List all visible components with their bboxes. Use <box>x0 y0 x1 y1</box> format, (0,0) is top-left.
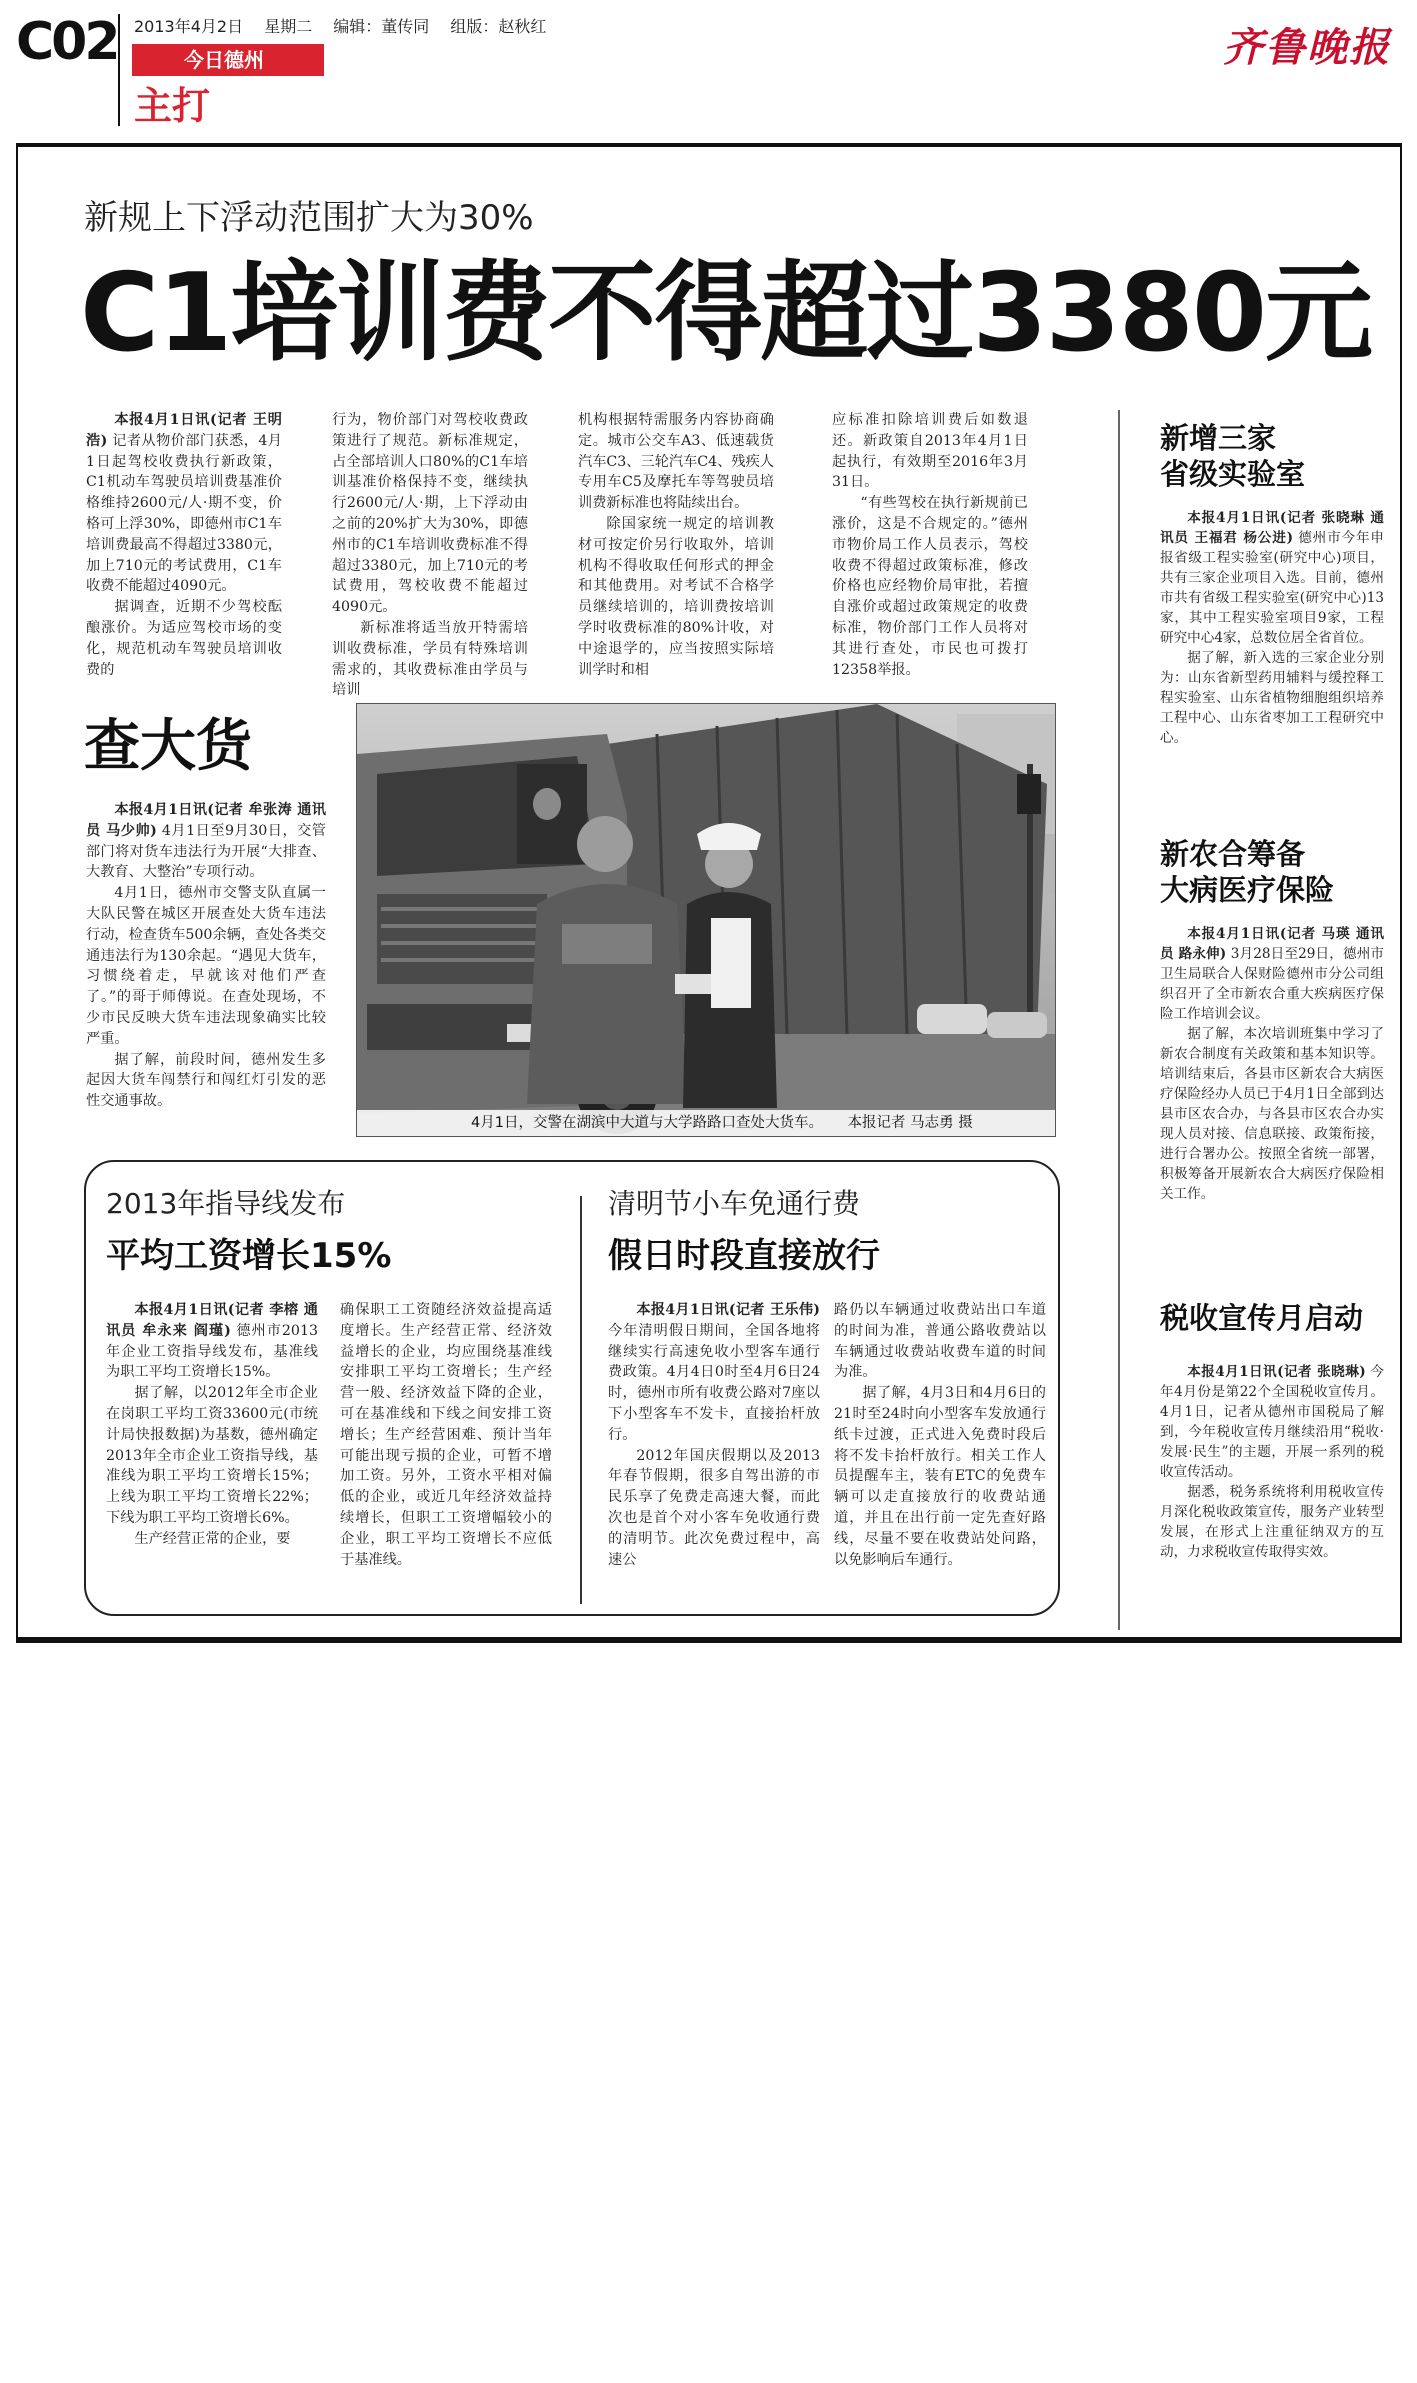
wages-title: 平均工资增长15% <box>106 1236 392 1276</box>
toll-column-2 <box>834 1300 1046 1570</box>
crackdown-title: 查大货 <box>84 714 252 779</box>
editor-credit: 编辑：董传同 <box>333 17 430 36</box>
toll-column-1 <box>608 1300 820 1570</box>
paragraph: 本报4月1日讯(记者 王明浩) 记者从物价部门获悉，4月1日起驾校收费执行新政策，C1机动车驾驶员培训费基准价格维持2600元/人·期不变，价格可上浮30%，即德州市C1车培训费最高不得超过3380元，加上710元的考试费用，C1车收费不能超过4090元。 <box>86 412 282 595</box>
sidebar-divider <box>1118 410 1120 1630</box>
lead-column-1 <box>86 410 282 680</box>
photo-caption <box>357 1110 1055 1136</box>
newspaper-logo: 齐鲁晚报 <box>1223 24 1391 71</box>
paragraph: 机构根据特需服务内容协商确定。城市公交车A3、低速载货汽车C3、三轮汽车C4、残疾人专用车C5及摩托车等驾驶员培训费新标准也将陆续出台。 <box>578 412 774 512</box>
lead-column-4 <box>832 410 1028 680</box>
paragraph: 据悉，税务系统将利用税收宣传月深化税收政策宣传，服务产业转型发展，在形式上注重征纳双方的互动，力求税收宣传取得实效。 <box>1160 1484 1384 1560</box>
paragraph: 确保职工工资随经济效益提高适度增长。生产经营正常、经济效益增长的企业，均应围绕基准线安排职工平均工资增长；生产经营一般、经济效益下降的企业，可在基准线和下线之间安排工资增长；生产经营困难、预计当年可能出现亏损的企业，可暂不增加工资。另外，工资水平相对偏低的企业，或近几年经济效益持续增长，但职工工资增幅较小的企业，职工平均工资增长不应低于基准线。 <box>340 1302 552 1568</box>
layout-credit: 组版：赵秋红 <box>450 17 547 36</box>
toll-title: 假日时段直接放行 <box>608 1236 880 1276</box>
paragraph: 本报4月1日讯(记者 马瑛 通讯员 路永伸) 3月28日至29日，德州市卫生局联合人保财险德州市分公司组织召开了全市新农合重大疾病医疗保险工作培训会议。 <box>1160 926 1385 1022</box>
paragraph: 据了解，新入选的三家企业分别为：山东省新型药用辅料与缓控释工程实验室、山东省植物细胞组织培养工程中心、山东省枣加工工程研究中心。 <box>1160 650 1384 746</box>
paragraph: 应标准扣除培训费后如数退还。新政策自2013年4月1日起执行，有效期至2016年3月31日。 <box>832 412 1028 491</box>
paragraph: 本报4月1日讯(记者 张晓琳 通讯员 王福君 杨公进) 德州市今年申报省级工程实验室(研究中心)项目，共有三家企业项目入选。目前，德州市共有省级工程实验室(研究中心)13家，其中工程实验室项目9家，工程研究中心4家，总数位居全省首位。 <box>1160 510 1385 646</box>
sidebar-body-lab <box>1160 508 1384 748</box>
sidebar-body-tax <box>1160 1362 1384 1562</box>
paragraph: 行为，物价部门对驾校收费政策进行了规范。新标准规定，占全部培训人口80%的C1车培训基准价格保持不变，继续执行2600元/人·期，上下浮动由之前的20%扩大为30%，即德州市的C1车培训收费标准不得超过3380元，加上710元的考试费用，驾校收费不能超过4090元。 <box>332 412 528 616</box>
paragraph: 本报4月1日讯(记者 王乐伟) 今年清明假日期间，全国各地将继续实行高速免收小型客车通行费政策。4月4日0时至4月6日24时，德州市所有收费公路对7座以下小型客车不发卡，直接抬杆放行。 <box>608 1302 820 1443</box>
paragraph: 本报4月1日讯(记者 牟张涛 通讯员 马少帅) 4月1日至9月30日，交管部门将对货车违法行为开展“大排查、大教育、大整治”专项行动。 <box>86 802 326 881</box>
wages-column-2 <box>340 1300 552 1570</box>
crackdown-body <box>86 800 326 1112</box>
news-photo <box>356 703 1056 1137</box>
wages-kicker: 2013年指导线发布 <box>106 1187 346 1220</box>
paragraph: 路仍以车辆通过收费站出口车道的时间为准，普通公路收费站以车辆通过收费站收费车道的时间为准。 <box>834 1302 1046 1381</box>
sidebar-body-insurance <box>1160 924 1384 1204</box>
sidebar-title-insurance: 新农合筹备 大病医疗保险 <box>1160 837 1335 907</box>
wages-column-1 <box>106 1300 318 1550</box>
paragraph: 据了解，前段时间，德州发生多起因大货车闯禁行和闯红灯引发的恶性交通事故。 <box>86 1051 326 1110</box>
paragraph: 生产经营正常的企业，要 <box>134 1530 291 1547</box>
lead-kicker: 新规上下浮动范围扩大为30% <box>84 198 534 238</box>
lead-column-3 <box>578 410 774 680</box>
paragraph: 本报4月1日讯(记者 张晓琳) 今年4月份是第22个全国税收宣传月。4月1日，记者从德州市国税局了解到，今年税收宣传月继续沿用“税收·发展·民生”的主题，开展一系列的税收宣传活动。 <box>1160 1364 1385 1480</box>
toll-kicker: 清明节小车免通行费 <box>608 1187 861 1220</box>
paragraph: 据了解，以2012年全市企业在岗职工平均工资33600元(市统计局快报数据)为基数，德州确定2013年全市企业工资指导线，基准线为职工平均工资增长15%；上线为职工平均工资增长22%；下线为职工平均工资增长6%。 <box>106 1385 318 1526</box>
header-meta <box>134 14 562 37</box>
paragraph: 据调查，近期不少驾校酝酿涨价。为适应驾校市场的变化，规范机动车驾驶员培训收费的 <box>86 599 282 678</box>
paragraph: 除国家统一规定的培训教材可按定价另行收取外，培训机构不得收取任何形式的押金和其他费用。对考试不合格学员继续培训的，培训费按培训学时收费标准的80%计收，对中途退学的，应当按照实际培训学时和相 <box>578 515 774 678</box>
page-number: C02 <box>16 12 118 72</box>
bottom-box-divider <box>580 1196 582 1604</box>
sidebar-title-lab: 新增三家 省级实验室 <box>1160 421 1306 491</box>
sidebar-title-tax: 税收宣传月启动 <box>1160 1301 1364 1335</box>
header-divider <box>118 14 120 126</box>
paragraph: “有些驾校在执行新规前已涨价，这是不合规定的。”德州市物价局工作人员表示，驾校收费不得超过政策标准，修改价格也应经物价局审批，若擅自涨价或超过政策规定的收费标准，物价部门工作人员将对其进行查处，市民也可拨打12358举报。 <box>832 495 1028 678</box>
paragraph: 据了解，本次培训班集中学习了新农合制度有关政策和基本知识等。培训结束后，各县市区新农合大病医疗保险经办人员已于4月1日全部到达县市区农合办，与各县市区农合办实现人员对接、信息联接、政策衔接，进行合署办公。按照全省统一部署，积极筹备开展新农合大病医疗保险相关工作。 <box>1160 1026 1384 1202</box>
paragraph: 4月1日，德州市交警支队直属一大队民警在城区开展查处大货车违法行动，检查货车500余辆，查处各类交通违法行为130余起。“遇见大货车，习惯绕着走，早就该对他们严查了。”的哥于师傅说。在查处现场，不少市民反映大货车违法现象确实比较严重。 <box>86 885 326 1047</box>
issue-weekday: 星期二 <box>264 17 313 36</box>
paragraph: 据了解，4月3日和4月6日的21时至24时向小型客车发放通行纸卡过渡，正式进入免费时段后将不发卡抬杆放行。相关工作人员提醒车主，装有ETC的免费车辆可以走直接放行的收费站通道，并且在出行前一定先查好路线，尽量不要在收费站处问路，以免影响后车通行。 <box>834 1385 1046 1568</box>
issue-date: 2013年4月2日 <box>134 17 244 36</box>
truck-image <box>357 704 1056 1137</box>
lead-column-2 <box>332 410 528 701</box>
section-tab: 今日德州 <box>132 44 324 76</box>
photo-credit: 本报记者 马志勇 摄 <box>847 1115 973 1131</box>
paragraph: 2012年国庆假期以及2013年春节假期，很多自驾出游的市民乐享了免费走高速大餐，而此次也是首个对小客车免收通行费的清明节。此次免费过程中，高速公 <box>608 1447 820 1568</box>
paragraph: 本报4月1日讯(记者 李榕 通讯员 牟永来 阎瑾) 德州市2013年企业工资指导线发布，基准线为职工平均工资增长15%。 <box>106 1302 319 1381</box>
lead-headline: C1培训费不得超过3380元 <box>80 251 1371 376</box>
paragraph: 新标准将适当放开特需培训收费标准，学员有特殊培训需求的，其收费标准由学员与培训 <box>332 619 528 699</box>
photo-caption-text: 4月1日，交警在湖滨中大道与大学路路口查处大货车。 <box>471 1115 823 1131</box>
section-subtitle: 主打 <box>134 84 211 128</box>
